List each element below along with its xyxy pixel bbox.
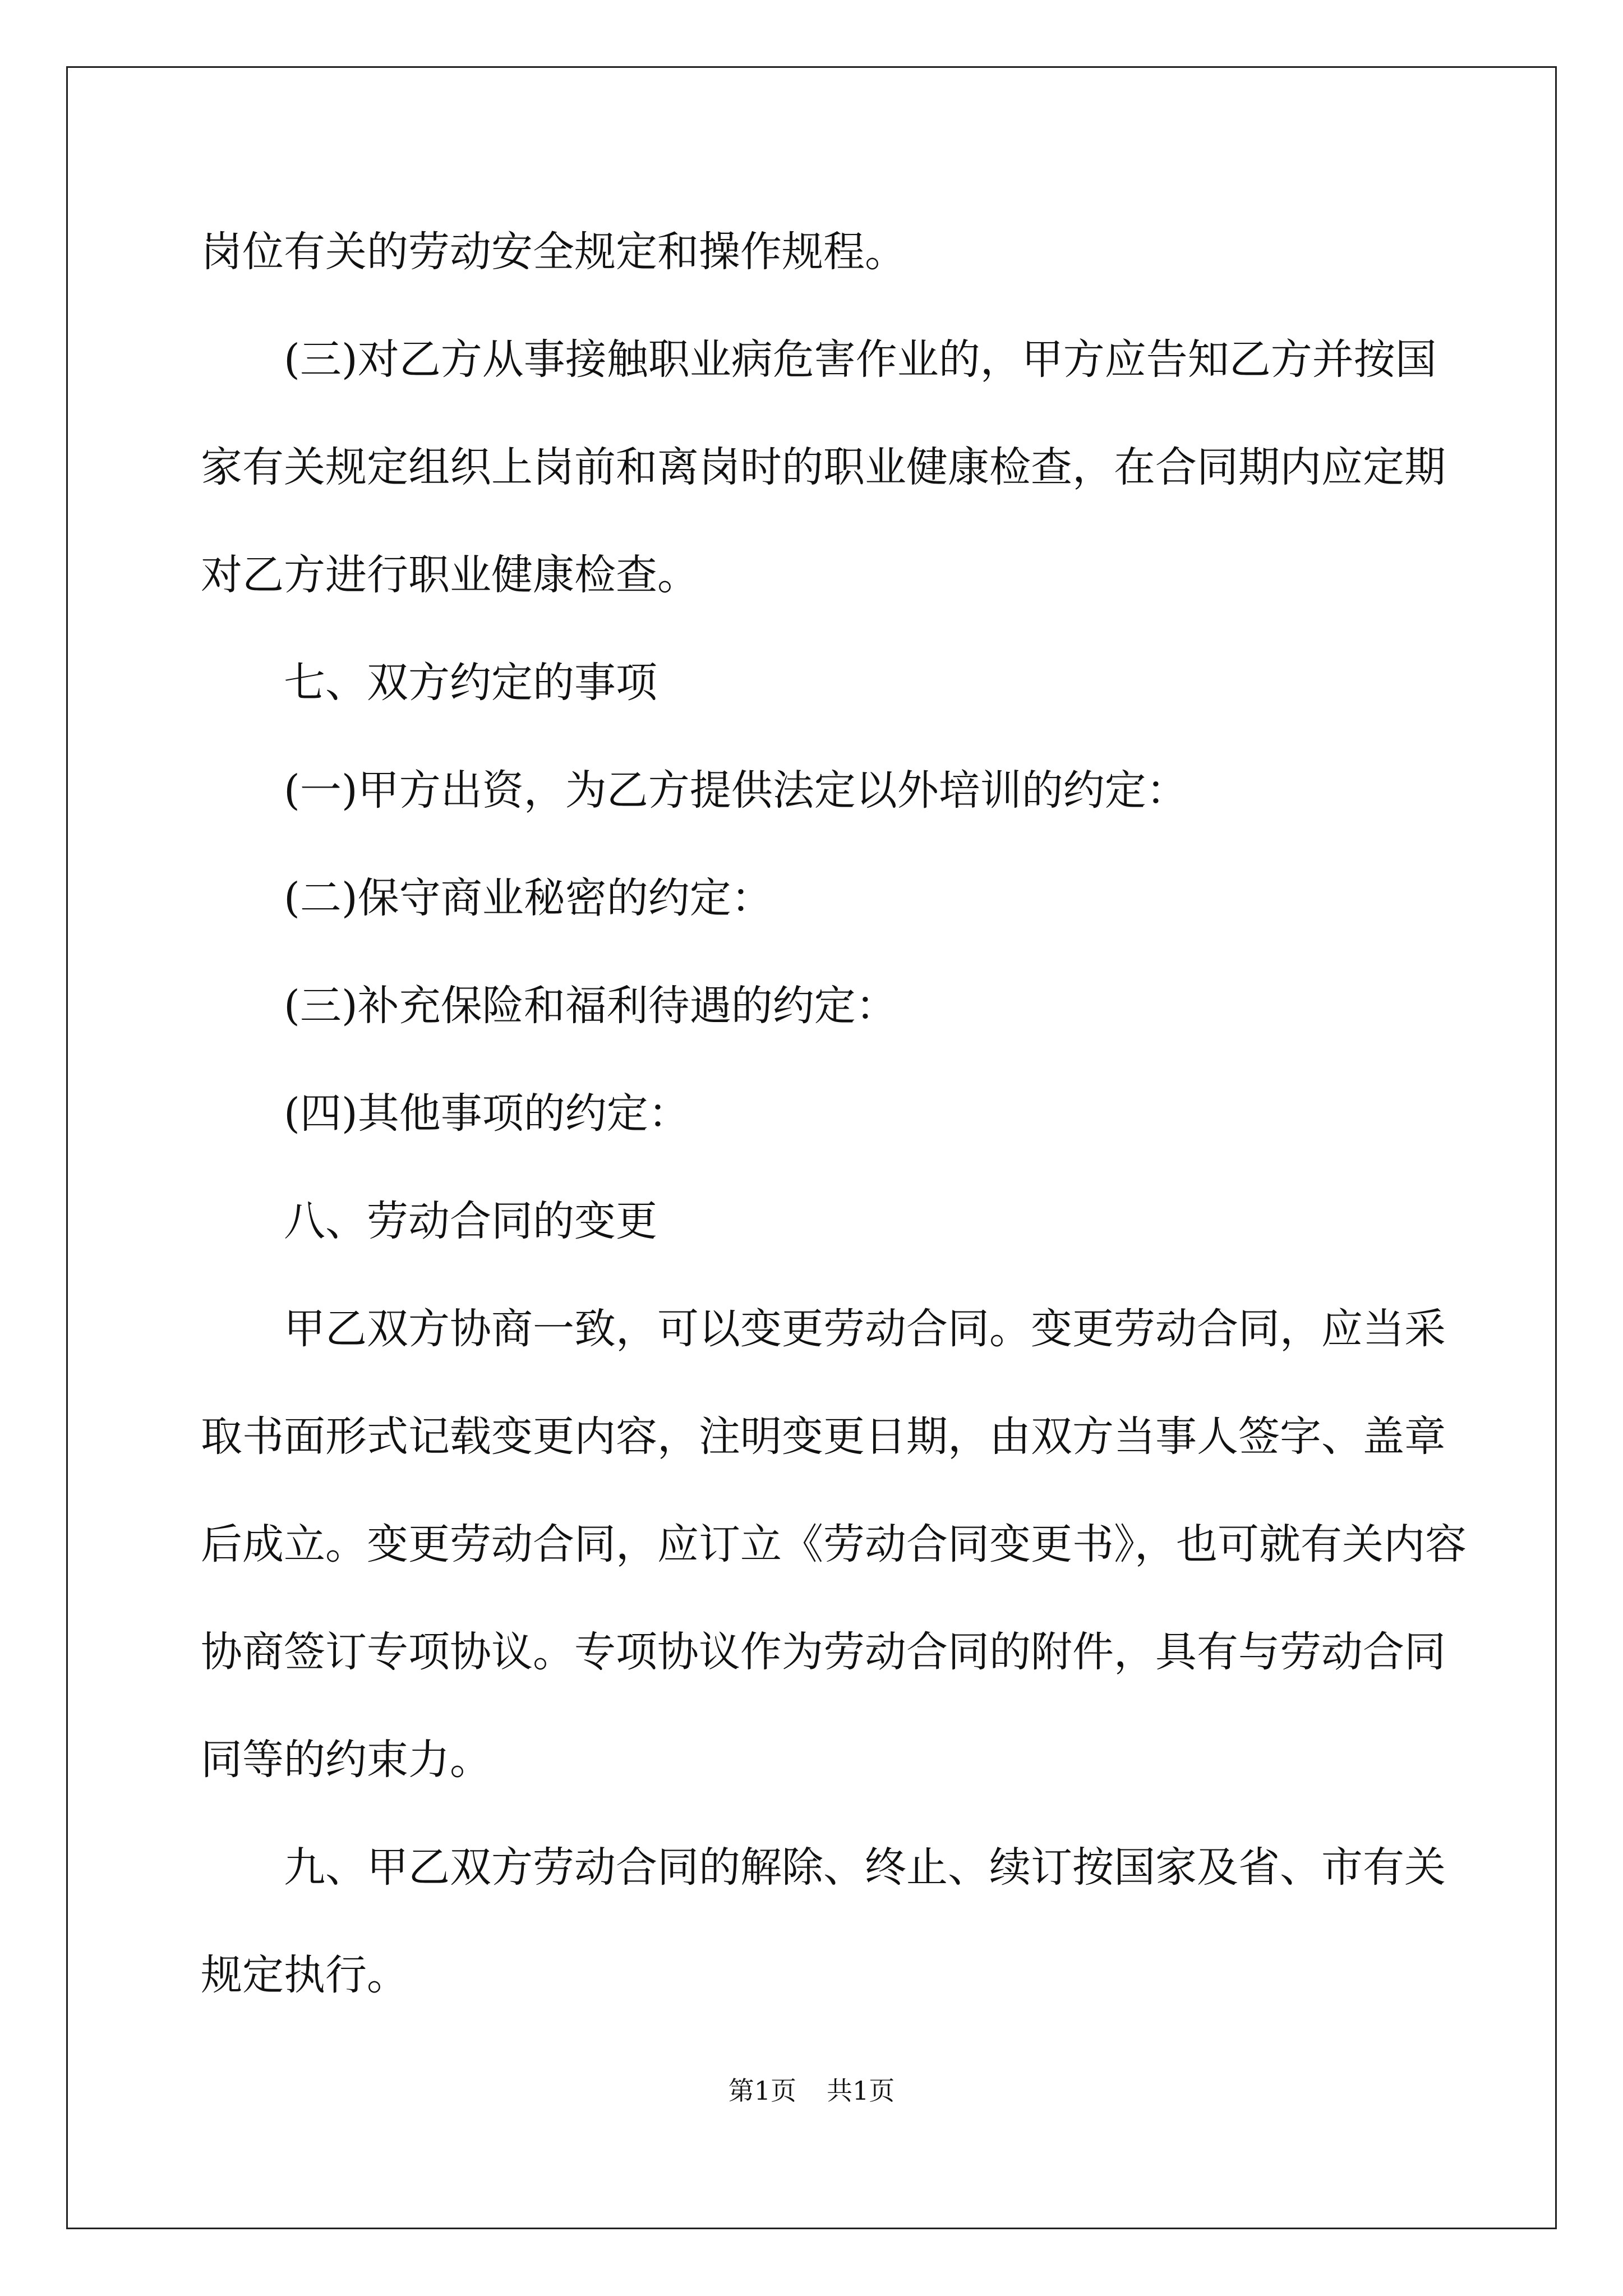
paragraph-line: 协商签订专项协议。专项协议作为劳动合同的附件，具有与劳动合同 — [201, 1628, 1446, 1676]
section-heading: 八、劳动合同的变更 — [284, 1197, 657, 1245]
page-border — [66, 66, 1557, 2229]
paragraph-line: 取书面形式记载变更内容，注明变更日期，由双方当事人签字、盖章 — [201, 1412, 1446, 1461]
paragraph-line: 甲乙双方协商一致，可以变更劳动合同。变更劳动合同，应当采 — [284, 1305, 1446, 1353]
page-footer — [0, 2078, 1623, 2104]
paragraph-line: (三)补充保险和福利待遇的约定： — [284, 982, 897, 1030]
paragraph-line: 规定执行。 — [201, 1951, 408, 1999]
paragraph-line: (一)甲方出资，为乙方提供法定以外培训的约定： — [284, 766, 1188, 815]
paragraph-line: 对乙方进行职业健康检查。 — [201, 551, 699, 599]
section-heading: 七、双方约定的事项 — [284, 659, 657, 707]
page-number-total: 共1页 — [827, 2076, 895, 2106]
paragraph-line: (三)对乙方从事接触职业病危害作业的，甲方应告知乙方并按国 — [284, 335, 1437, 384]
paragraph-line: 家有关规定组织上岗前和离岗时的职业健康检查，在合同期内应定期 — [201, 443, 1446, 491]
page-number-current: 第1页 — [728, 2076, 796, 2106]
paragraph-line: 同等的约束力。 — [201, 1736, 491, 1784]
paragraph-line: (四)其他事项的约定： — [284, 1089, 690, 1138]
paragraph-line: (二)保守商业秘密的约定： — [284, 874, 773, 922]
section-heading: 九、甲乙双方劳动合同的解除、终止、续订按国家及省、市有关 — [284, 1843, 1446, 1892]
paragraph-line: 岗位有关的劳动安全规定和操作规程。 — [201, 228, 906, 276]
paragraph-line: 后成立。变更劳动合同，应订立《劳动合同变更书》，也可就有关内容 — [201, 1520, 1467, 1568]
